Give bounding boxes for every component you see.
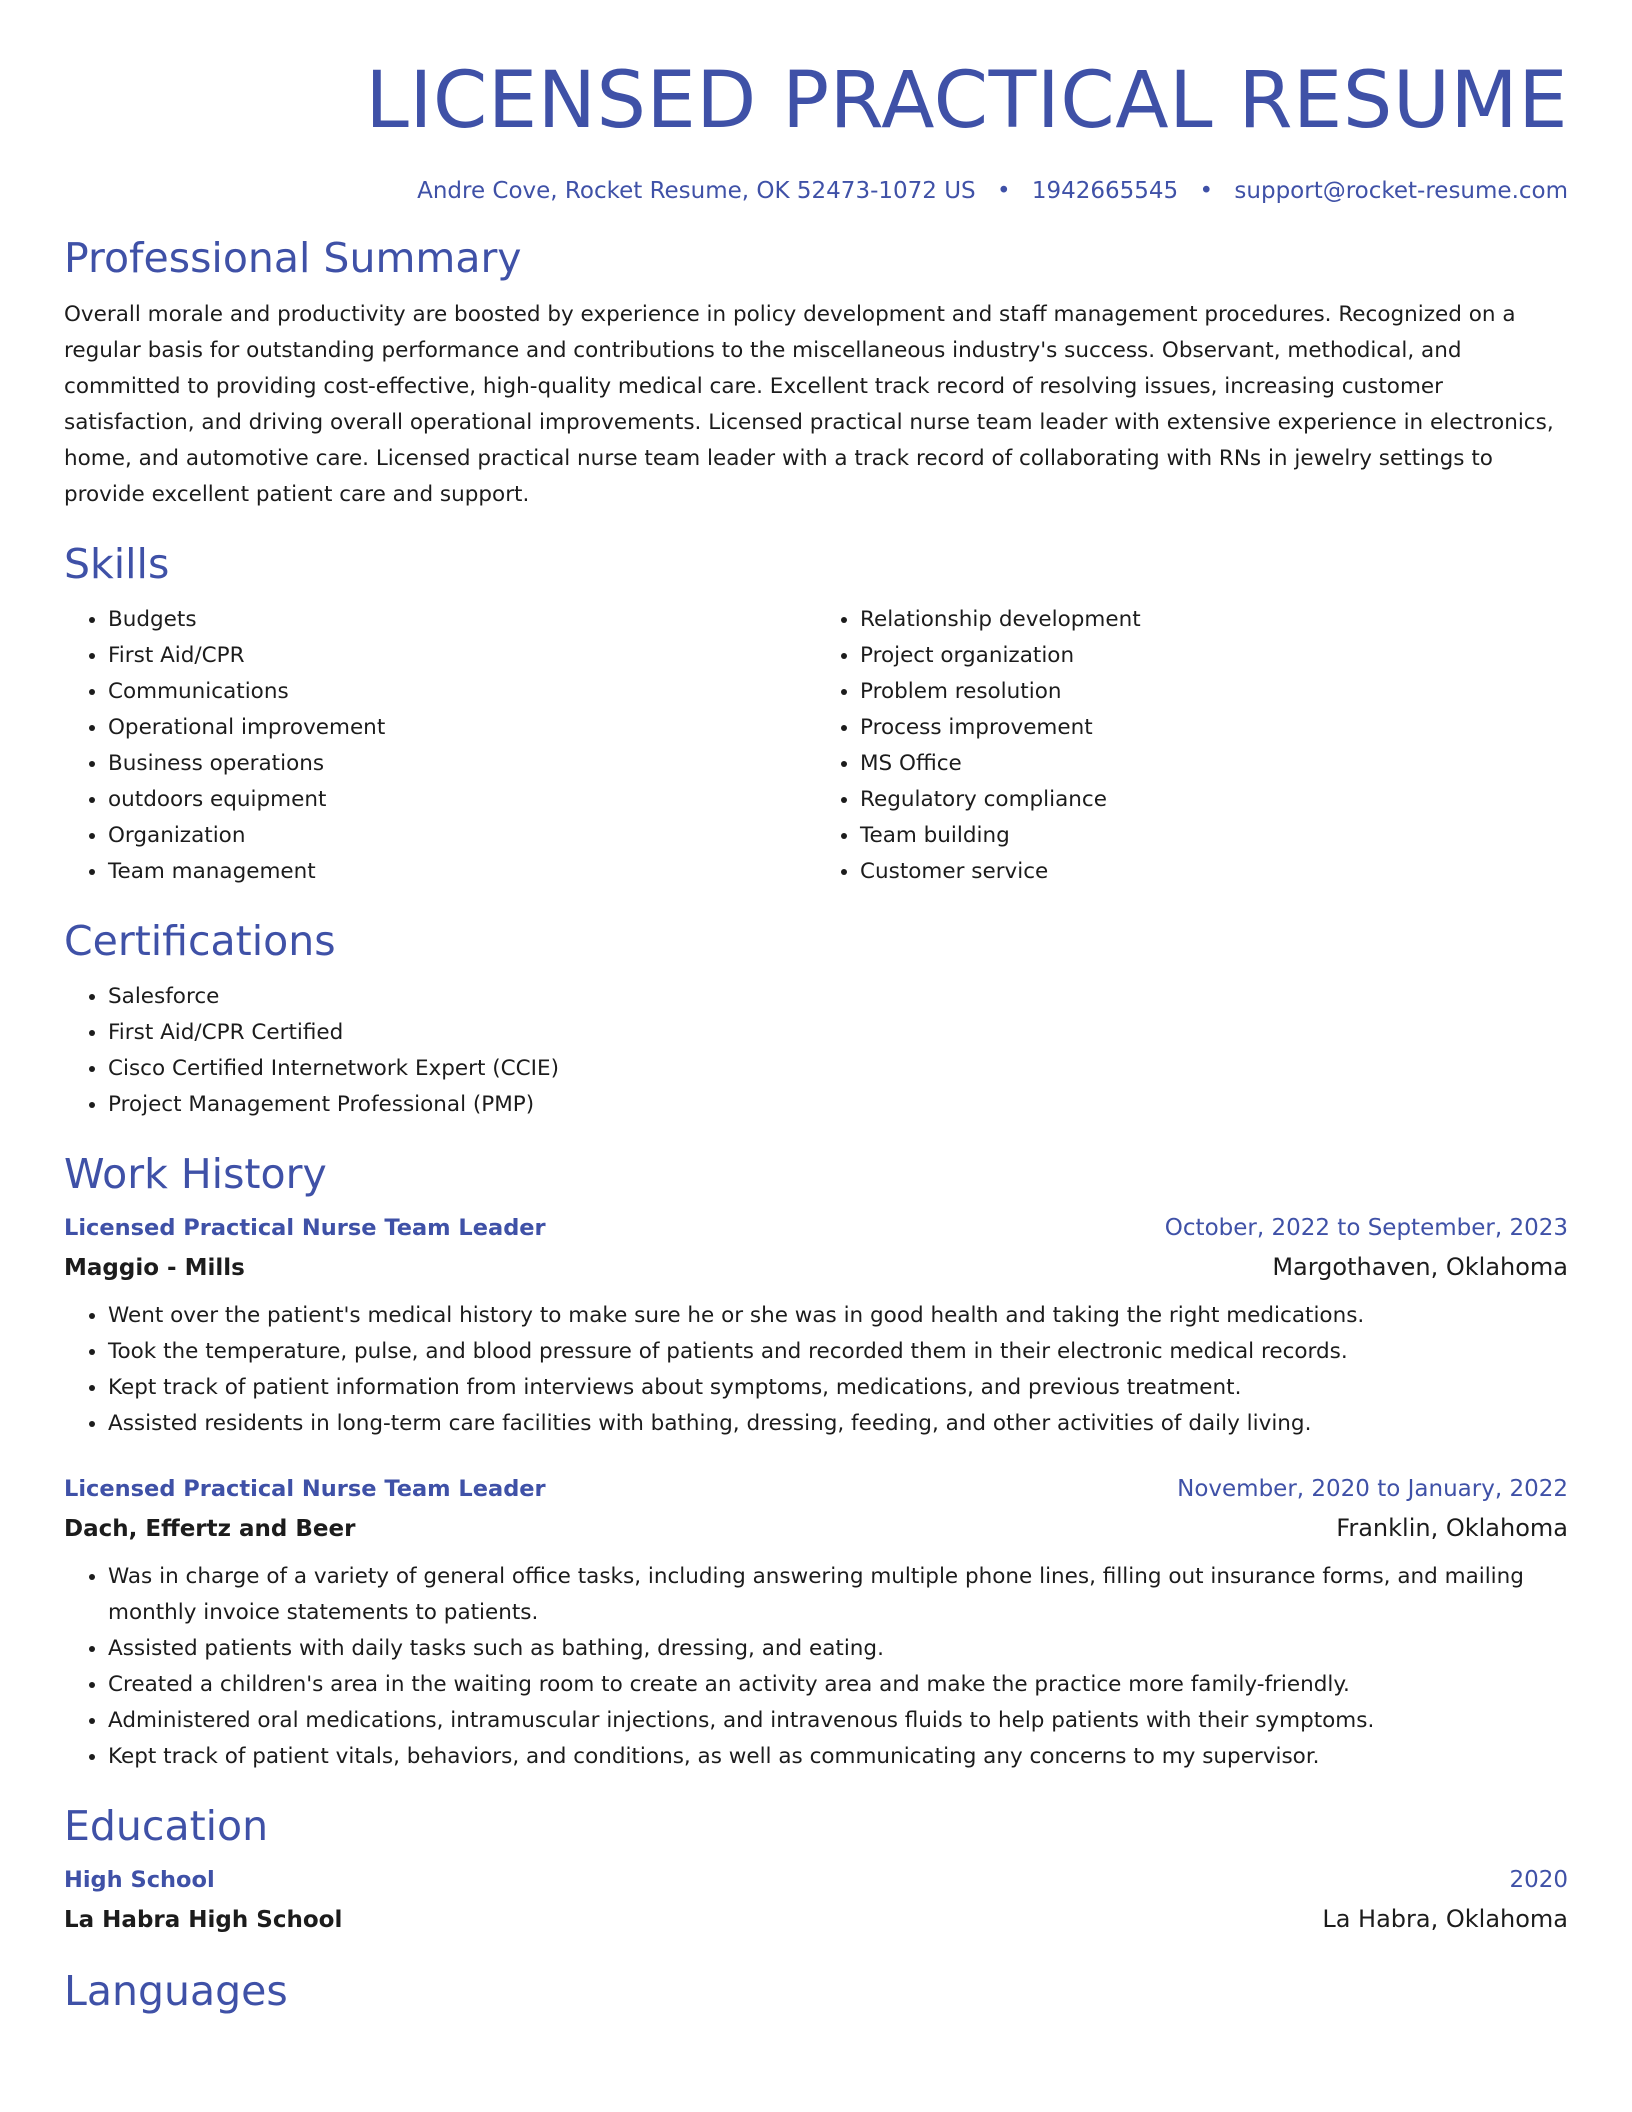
- education-heading: Education: [64, 1802, 269, 1850]
- skill-item: • Customer service: [860, 854, 1568, 890]
- education-school: La Habra High School: [64, 1907, 343, 1933]
- certification-item: • Project Management Professional (PMP): [108, 1087, 1568, 1123]
- job-dates: October, 2022 to September, 2023: [1164, 1215, 1568, 1241]
- job-company: Maggio - Mills: [64, 1255, 245, 1281]
- skill-item: • Organization: [108, 818, 816, 854]
- skill-item: • MS Office: [860, 746, 1568, 782]
- skill-item: • Budgets: [108, 602, 816, 638]
- skill-item: • Relationship development: [860, 602, 1568, 638]
- skills-grid: [64, 602, 1568, 890]
- resume-title: LICENSED PRACTICAL RESUME: [365, 56, 1568, 146]
- education-subheader: [64, 1899, 1568, 1940]
- skill-item: • Team management: [108, 854, 816, 890]
- contact-separator: •: [996, 178, 1011, 204]
- job-subheader: [64, 1508, 1568, 1549]
- education-header: [64, 1861, 1568, 1899]
- job-bullet: • Administered oral medications, intramuscular injections, and intravenous fluids to help patients with their symptoms.: [108, 1703, 1568, 1739]
- job-location: Franklin, Oklahoma: [1336, 1514, 1568, 1542]
- skill-item: • Team building: [860, 818, 1568, 854]
- contact-separator: •: [1199, 178, 1214, 204]
- languages-heading: Languages: [64, 1967, 288, 2015]
- job-bullets: [64, 1298, 1568, 1442]
- job-bullet: • Created a children's area in the waiting room to create an activity area and make the practice more family-friendly.: [108, 1667, 1568, 1703]
- job-bullet: • Went over the patient's medical history to make sure he or she was in good health and taking the right medications.: [108, 1298, 1568, 1334]
- skill-item: • Business operations: [108, 746, 816, 782]
- skills-heading: Skills: [64, 540, 170, 588]
- job-header: [64, 1470, 1568, 1508]
- skills-list-left: [64, 602, 816, 890]
- contact-line: [64, 176, 1568, 206]
- certifications-section: [64, 916, 1568, 1123]
- job-bullet: • Took the temperature, pulse, and blood pressure of patients and recorded them in their electronic medical records.: [108, 1334, 1568, 1370]
- job-entry: [64, 1470, 1568, 1775]
- skill-item: • Project organization: [860, 638, 1568, 674]
- skills-section: [64, 539, 1568, 890]
- education-degree: High School: [64, 1867, 215, 1893]
- education-year: 2020: [1509, 1867, 1568, 1893]
- certification-item: • First Aid/CPR Certified: [108, 1015, 1568, 1051]
- job-bullet: • Was in charge of a variety of general office tasks, including answering multiple phone lines, filling out insurance forms, and mailing monthly invoice statements to patients.: [108, 1559, 1568, 1631]
- education-section: [64, 1801, 1568, 1940]
- skill-item: • outdoors equipment: [108, 782, 816, 818]
- skill-item: • Operational improvement: [108, 710, 816, 746]
- job-title: Licensed Practical Nurse Team Leader: [64, 1215, 546, 1241]
- skill-item: • Process improvement: [860, 710, 1568, 746]
- languages-section: [64, 1966, 1568, 2016]
- education-location: La Habra, Oklahoma: [1322, 1905, 1568, 1933]
- certifications-list: [64, 979, 1568, 1123]
- contact-email: support@rocket-resume.com: [1234, 178, 1568, 204]
- certifications-heading: Certifications: [64, 917, 336, 965]
- job-dates: November, 2020 to January, 2022: [1177, 1476, 1568, 1502]
- skill-item: • Problem resolution: [860, 674, 1568, 710]
- job-location: Margothaven, Oklahoma: [1272, 1253, 1568, 1281]
- skill-item: • Communications: [108, 674, 816, 710]
- job-bullets: [64, 1559, 1568, 1775]
- certification-item: • Cisco Certified Internetwork Expert (CCIE): [108, 1051, 1568, 1087]
- job-bullet: • Assisted residents in long-term care facilities with bathing, dressing, feeding, and other activities of daily living.: [108, 1406, 1568, 1442]
- job-company: Dach, Effertz and Beer: [64, 1516, 356, 1542]
- skills-list-right: [816, 602, 1568, 890]
- certification-item: • Salesforce: [108, 979, 1568, 1015]
- skill-item: • Regulatory compliance: [860, 782, 1568, 818]
- contact-address: Andre Cove, Rocket Resume, OK 52473-1072 US: [417, 178, 976, 204]
- job-entry: [64, 1209, 1568, 1442]
- work-section: [64, 1149, 1568, 1775]
- job-subheader: [64, 1247, 1568, 1288]
- job-bullet: • Kept track of patient vitals, behaviors, and conditions, as well as communicating any concerns to my supervisor.: [108, 1739, 1568, 1775]
- summary-section: [64, 233, 1568, 513]
- job-bullet: • Assisted patients with daily tasks such as bathing, dressing, and eating.: [108, 1631, 1568, 1667]
- education-entry: [64, 1861, 1568, 1940]
- work-heading: Work History: [64, 1150, 327, 1198]
- job-bullet: • Kept track of patient information from interviews about symptoms, medications, and previous treatment.: [108, 1370, 1568, 1406]
- summary-text: Overall morale and productivity are boosted by experience in policy development and staff management procedures. Recognized on a regular basis for outstanding performance and contributions to the miscellaneous industry's success. Observant, methodical, and committed to providing cost-effective, high-quality medical care. Excellent track record of resolving issues, increasing customer satisfaction, and driving overall operational improvements. Licensed practical nurse team leader with extensive experience in electronics, home, and automotive care. Licensed practical nurse team leader with a track record of collaborating with RNs in jewelry settings to provide excellent patient care and support.: [64, 302, 1554, 507]
- skill-item: • First Aid/CPR: [108, 638, 816, 674]
- job-title: Licensed Practical Nurse Team Leader: [64, 1476, 546, 1502]
- summary-heading: Professional Summary: [64, 234, 522, 282]
- job-header: [64, 1209, 1568, 1247]
- contact-phone: 1942665545: [1031, 178, 1179, 204]
